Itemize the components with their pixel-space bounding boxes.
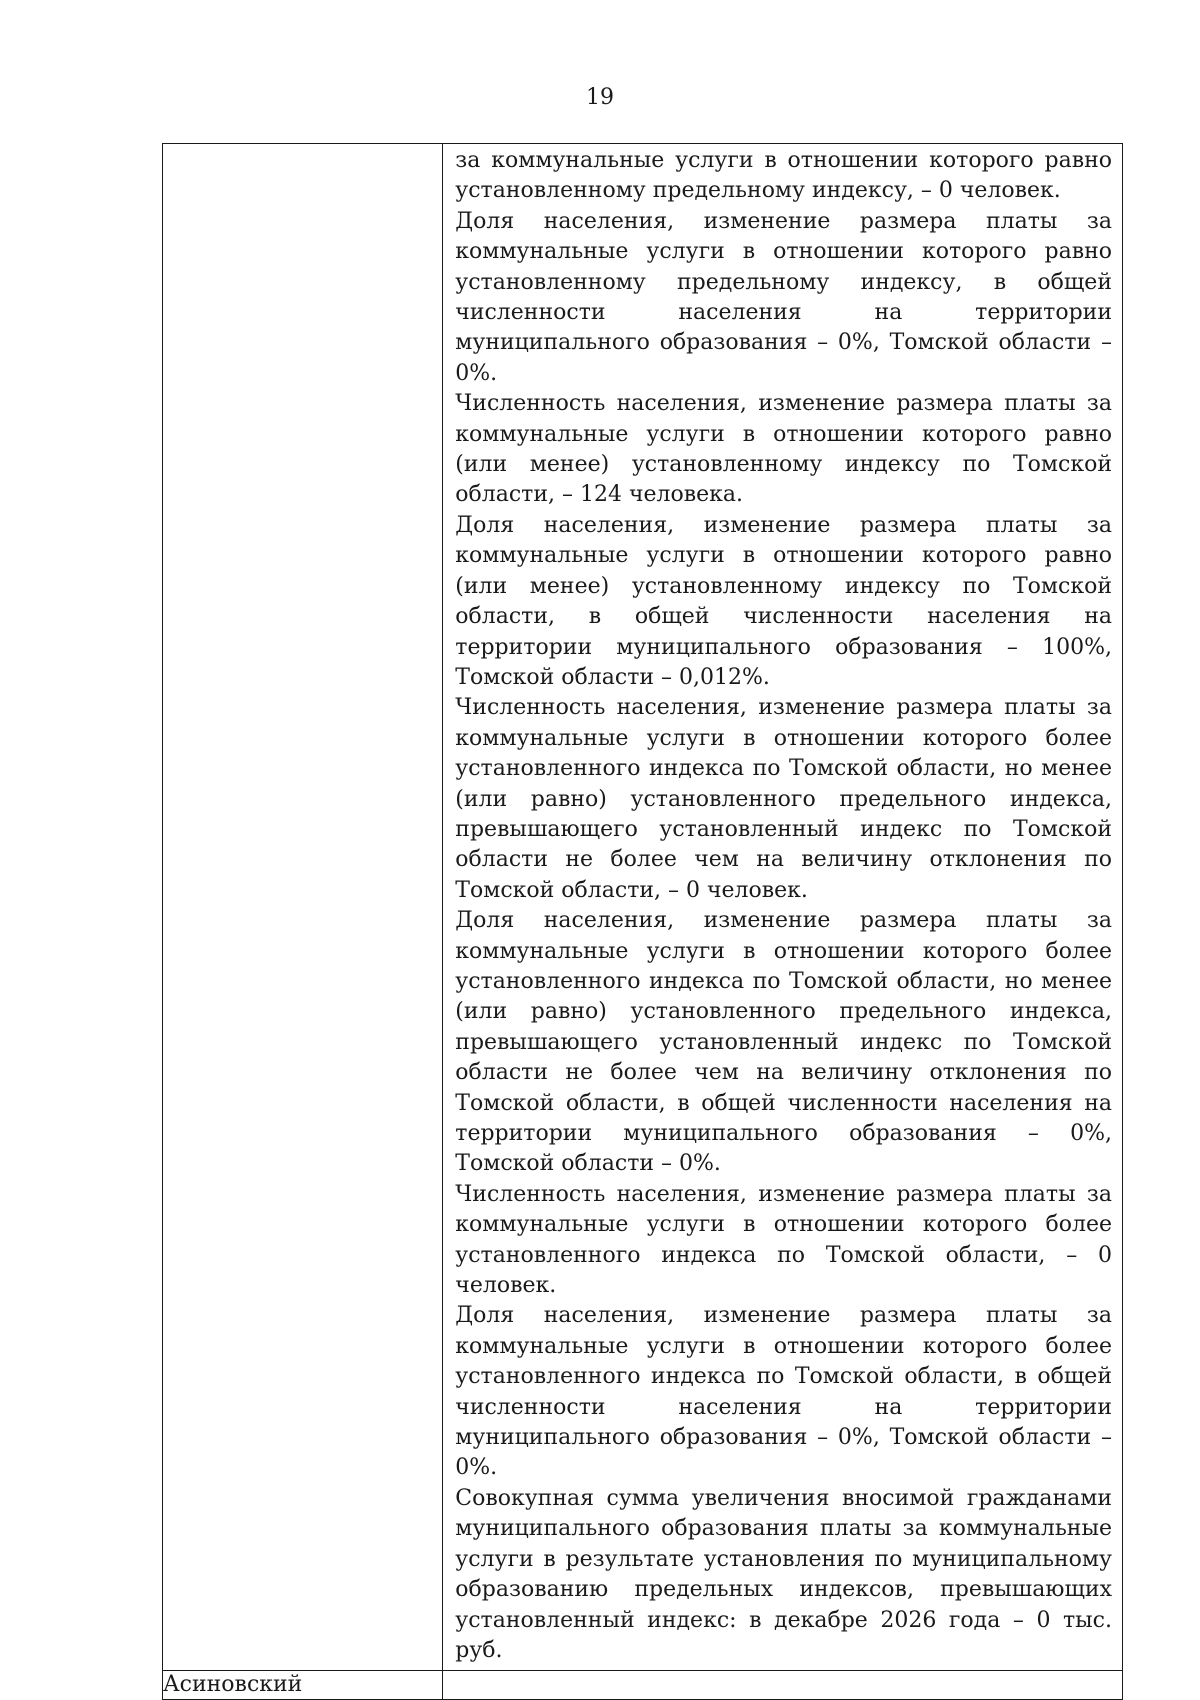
row-label-cell	[163, 144, 443, 1671]
paragraph-share-equal-limit: Доля населения, изменение размера платы за коммунальные услуги в отношении которого равно установленному предельному индексу, в общей численности населения на территории муниципального образования – 0%, Томской области – 0%.	[455, 208, 1112, 386]
municipality-details-cell	[443, 1671, 1123, 1700]
row-content-cell	[443, 144, 1123, 1671]
data-table	[162, 143, 1123, 1700]
table-row-continued	[163, 144, 1123, 1671]
paragraph-total-increase-sum: Совокупная сумма увеличения вносимой гражданами муниципального образования платы за коммунальные услуги в результате установления по муниципальному образованию предельных индексов, превышающих установленный индекс: в декабре 2026 года – 0 тыс. руб.	[455, 1485, 1112, 1663]
paragraph-population-within-deviation: Численность населения, изменение размера платы за коммунальные услуги в отношении которого более установленного индекса по Томской области, но менее (или равно) установленного предельного индекса, превышающего установленный индекс по Томской области не более чем на величину отклонения по Томской области, – 0 человек.	[455, 695, 1112, 903]
paragraph-share-below-index: Доля населения, изменение размера платы за коммунальные услуги в отношении которого равно (или менее) установленному индексу по Томской области, в общей численности населения на территории муниципального образования – 100%, Томской области – 0,012%.	[455, 512, 1112, 690]
paragraph-population-equal-limit: за коммунальные услуги в отношении которого равно установленному предельному индексу, – 0 человек.	[455, 148, 1112, 204]
table-row	[163, 1671, 1123, 1700]
paragraph-share-above-index: Доля населения, изменение размера платы за коммунальные услуги в отношении которого более установленного индекса по Томской области, в общей численности населения на территории муниципального образования – 0%, Томской области – 0%.	[455, 1303, 1112, 1481]
paragraph-population-below-index: Численность населения, изменение размера платы за коммунальные услуги в отношении которого равно (или менее) установленному индексу по Томской области, – 124 человека.	[455, 391, 1112, 508]
municipality-name: Асиновский	[163, 1671, 443, 1700]
page-number: 19	[586, 85, 614, 110]
paragraph-share-within-deviation: Доля населения, изменение размера платы за коммунальные услуги в отношении которого более установленного индекса по Томской области, но менее (или равно) установленного предельного индекса, превышающего установленный индекс по Томской области не более чем на величину отклонения по Томской области, в общей численности населения на территории муниципального образования – 0%, Томской области – 0%.	[455, 908, 1112, 1177]
paragraph-population-above-index: Численность населения, изменение размера платы за коммунальные услуги в отношении которого более установленного индекса по Томской области, – 0 человек.	[455, 1181, 1112, 1299]
row-content	[443, 144, 1122, 1670]
